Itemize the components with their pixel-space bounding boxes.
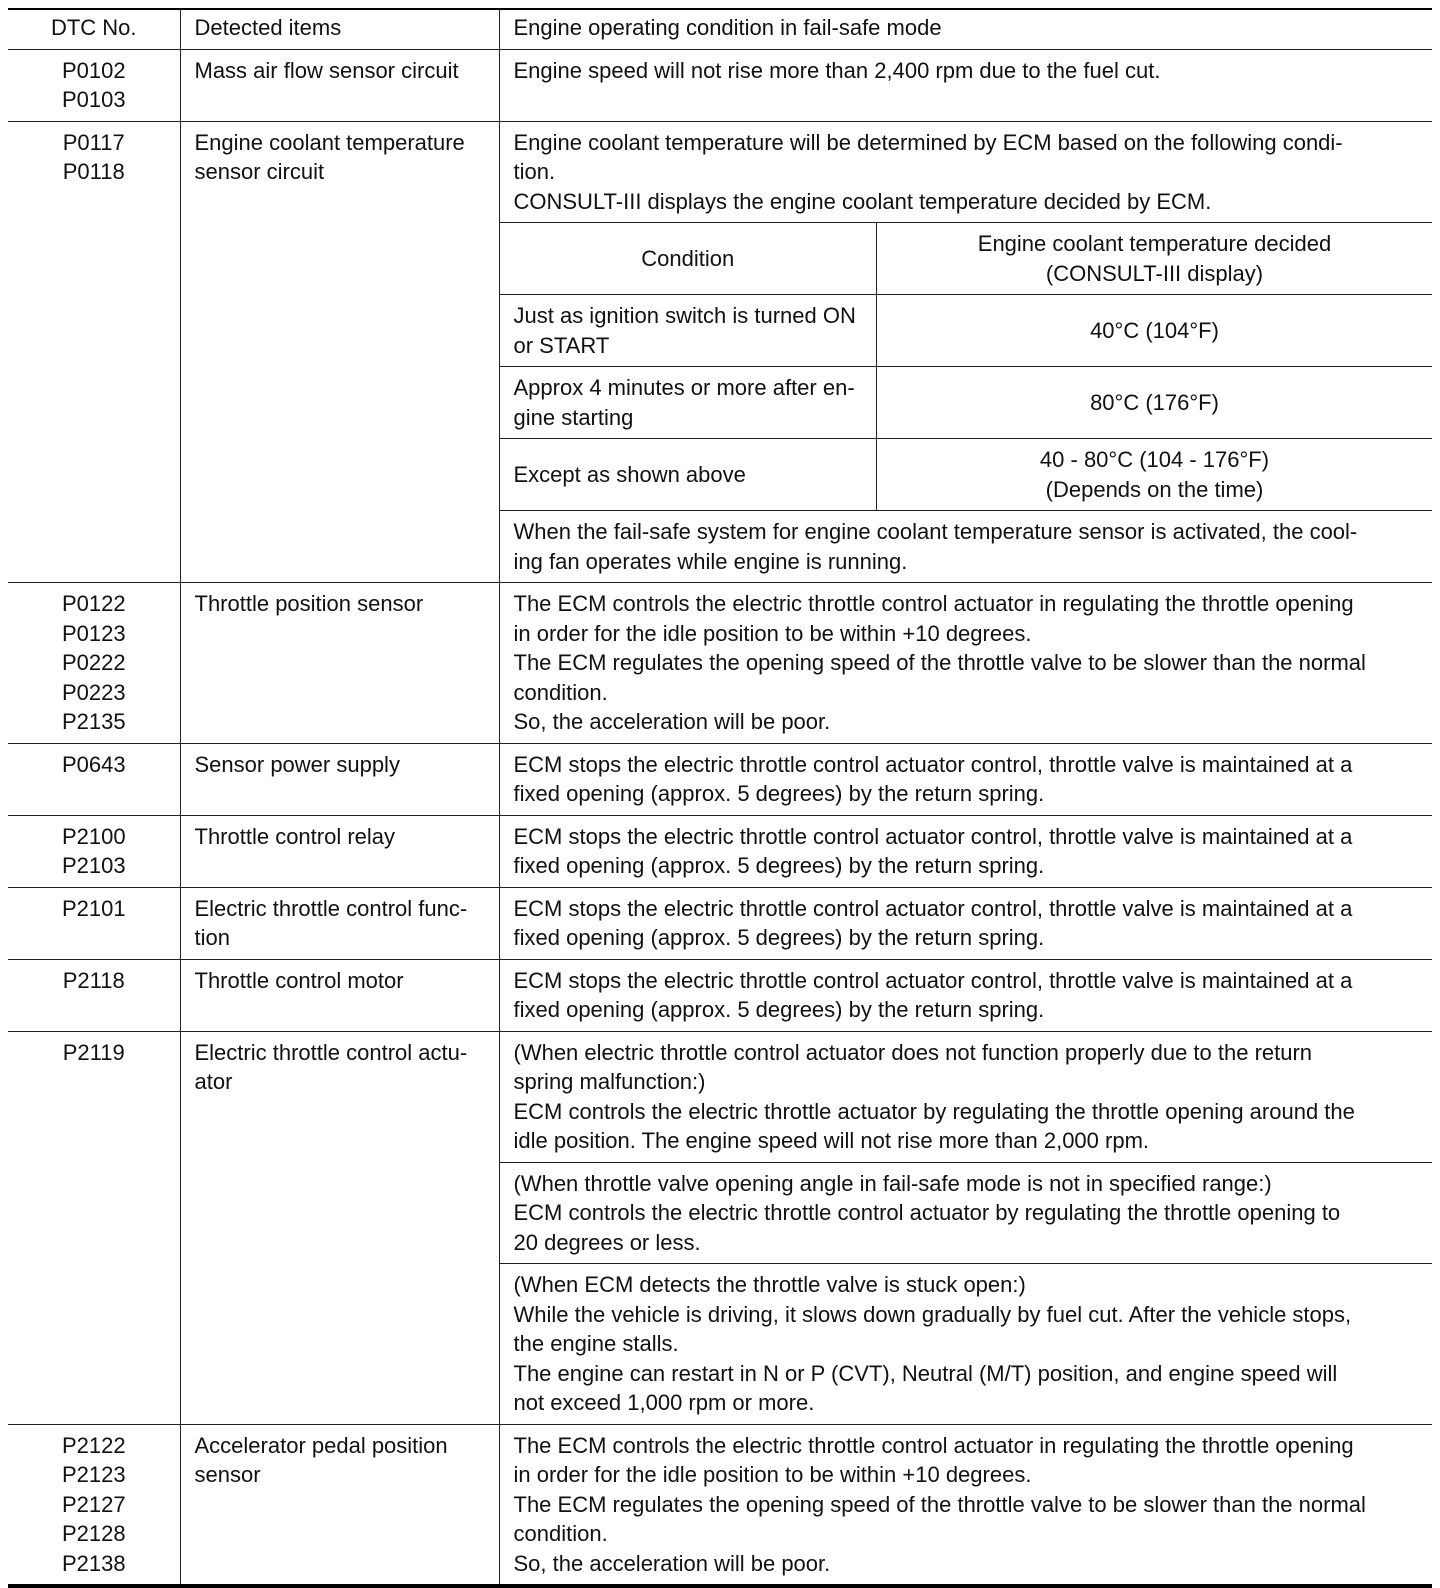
subtable-header-temperature — [877, 223, 1433, 295]
dtc-code: P2118 — [62, 967, 125, 993]
condition-text: CONSULT-III displays the engine coolant temperature decided by ECM. — [513, 188, 1212, 214]
condition-segment — [500, 960, 1433, 1031]
subtable-temperature-text: (Depends on the time) — [1045, 476, 1264, 502]
dtc-code: P2123 — [61, 1462, 126, 1487]
subtable-condition-cell — [500, 295, 877, 367]
condition-text: fixed opening (approx. 5 degrees) by the return spring. — [513, 997, 1045, 1022]
condition-text: ECM controls the electric throttle actuator by regulating the throttle opening around the — [513, 1098, 1355, 1124]
subtable-temperature-text: 40°C (104°F) — [1090, 317, 1219, 343]
dtc-code: P0103 — [61, 87, 126, 112]
dtc-code: P2135 — [61, 709, 126, 734]
dtc-code: P0222 — [61, 650, 126, 675]
condition-cell — [499, 887, 1432, 959]
condition-segment — [500, 816, 1433, 887]
table-row — [8, 1424, 1432, 1584]
dtc-cell — [8, 49, 180, 121]
dtc-cell — [8, 815, 180, 887]
table-row — [8, 1031, 1432, 1424]
subtable-row — [500, 367, 1433, 439]
coolant-temperature-subtable — [500, 222, 1433, 511]
condition-text: condition. — [513, 679, 608, 705]
dtc-code: P2101 — [61, 895, 126, 921]
subtable-condition-cell — [500, 439, 877, 511]
dtc-code: P2100 — [61, 823, 126, 849]
condition-cell — [499, 49, 1432, 121]
condition-text: So, the acceleration will be poor. — [513, 1550, 831, 1576]
detected-item-cell — [180, 583, 499, 744]
dtc-code: P0122 — [61, 591, 126, 616]
condition-text: ECM stops the electric throttle control actuator control, throttle valve is maintained at a — [513, 895, 1353, 921]
condition-text: spring malfunction:) — [513, 1069, 706, 1094]
condition-segment — [500, 1425, 1433, 1585]
condition-text: ing fan operates while engine is running. — [513, 548, 908, 574]
detected-item-cell — [180, 743, 499, 815]
condition-segment — [500, 1162, 1433, 1264]
condition-text: fixed opening (approx. 5 degrees) by the return spring. — [513, 925, 1045, 950]
dtc-cell — [8, 743, 180, 815]
condition-text: The engine can restart in N or P (CVT), Neutral (M/T) position, and engine speed will — [513, 1360, 1338, 1386]
condition-text: (When ECM detects the throttle valve is stuck open:) — [513, 1272, 1026, 1297]
condition-segment — [500, 583, 1433, 743]
condition-text: fixed opening (approx. 5 degrees) by the return spring. — [513, 853, 1045, 878]
condition-cell — [499, 1031, 1432, 1424]
table-row — [8, 959, 1432, 1031]
condition-text: in order for the idle position to be within +10 degrees. — [513, 620, 1032, 646]
table-row — [8, 583, 1432, 744]
condition-cell — [499, 743, 1432, 815]
condition-text: When the fail-safe system for engine coolant temperature sensor is activated, the cool- — [513, 519, 1358, 544]
condition-text: 20 degrees or less. — [513, 1229, 701, 1255]
detected-item-cell — [180, 887, 499, 959]
subtable-header-text: (CONSULT-III display) — [1045, 260, 1264, 286]
detected-item-text: Engine coolant temperature — [194, 129, 465, 155]
detected-item-text: Electric throttle control actu- — [194, 1039, 468, 1065]
condition-text: Engine speed will not rise more than 2,400 rpm due to the fuel cut. — [513, 57, 1161, 83]
condition-text: The ECM regulates the opening speed of the throttle valve to be slower than the normal — [513, 1491, 1366, 1517]
header-detected-items: Detected items — [180, 10, 499, 49]
dtc-cell — [8, 1424, 180, 1584]
condition-text: ECM stops the electric throttle control actuator control, throttle valve is maintained at a — [513, 823, 1353, 849]
dtc-cell — [8, 121, 180, 583]
header-fail-safe-condition: Engine operating condition in fail-safe mode — [499, 10, 1432, 49]
detected-item-text: Accelerator pedal position — [194, 1432, 448, 1458]
detected-item-text: Throttle control relay — [194, 823, 396, 849]
detected-item-cell — [180, 959, 499, 1031]
condition-intro — [500, 122, 1433, 223]
detected-item-text: ator — [194, 1069, 233, 1094]
table-body — [8, 49, 1432, 1584]
subtable-row — [500, 295, 1433, 367]
dtc-code: P0643 — [61, 751, 126, 777]
condition-text: not exceed 1,000 rpm or more. — [513, 1390, 815, 1415]
table-row — [8, 743, 1432, 815]
dtc-cell — [8, 583, 180, 744]
subtable-temperature-text: 80°C (176°F) — [1090, 389, 1219, 415]
condition-text: the engine stalls. — [513, 1331, 679, 1356]
detected-item-cell — [180, 815, 499, 887]
subtable-condition-text: or START — [513, 332, 610, 358]
detected-item-text: tion — [194, 925, 230, 950]
subtable-temperature-cell — [877, 295, 1433, 367]
dtc-code: P2127 — [61, 1491, 126, 1517]
dtc-code: P2103 — [61, 853, 126, 878]
subtable-header-text: Engine coolant temperature decided — [977, 231, 1332, 256]
detected-item-cell — [180, 121, 499, 583]
condition-cell — [499, 121, 1432, 583]
subtable-condition-text: Except as shown above — [513, 461, 746, 487]
subtable-row — [500, 439, 1433, 511]
condition-text: (When throttle valve opening angle in fail-safe mode is not in specified range:) — [513, 1170, 1272, 1196]
condition-segment — [500, 1263, 1433, 1424]
dtc-code: P0123 — [61, 620, 126, 646]
detected-item-cell — [180, 1424, 499, 1584]
table-row — [8, 815, 1432, 887]
table-row — [8, 887, 1432, 959]
subtable-condition-text: Approx 4 minutes or more after en- — [513, 375, 855, 400]
subtable-condition-text: gine starting — [513, 404, 634, 430]
dtc-code: P2119 — [62, 1039, 125, 1065]
table-row — [8, 49, 1432, 121]
dtc-code: P0118 — [62, 159, 125, 184]
subtable-header-condition: Condition — [500, 223, 877, 295]
condition-text: condition. — [513, 1521, 608, 1546]
condition-text: While the vehicle is driving, it slows down gradually by fuel cut. After the vehicle stops, — [513, 1301, 1352, 1327]
table-header-row — [8, 10, 1432, 49]
subtable-temperature-cell — [877, 367, 1433, 439]
detected-item-text: Throttle control motor — [194, 967, 404, 993]
condition-segment — [500, 888, 1433, 959]
condition-text: ECM controls the electric throttle control actuator by regulating the throttle opening to — [513, 1200, 1341, 1225]
condition-segment — [500, 744, 1433, 815]
condition-text: So, the acceleration will be poor. — [513, 709, 831, 734]
dtc-code: P2122 — [61, 1432, 126, 1458]
condition-segment — [500, 50, 1433, 92]
condition-outro — [500, 511, 1433, 582]
detected-item-cell — [180, 1031, 499, 1424]
condition-text: ECM stops the electric throttle control actuator control, throttle valve is maintained at a — [513, 967, 1353, 993]
dtc-code: P2128 — [61, 1521, 126, 1546]
detected-item-text: sensor — [194, 1462, 261, 1487]
condition-text: fixed opening (approx. 5 degrees) by the return spring. — [513, 781, 1045, 806]
condition-text: Engine coolant temperature will be determined by ECM based on the following condi- — [513, 129, 1343, 155]
dtc-code: P0117 — [62, 129, 125, 155]
condition-cell — [499, 815, 1432, 887]
condition-cell — [499, 583, 1432, 744]
table-row — [8, 121, 1432, 583]
condition-text: (When electric throttle control actuator does not function properly due to the return — [513, 1039, 1313, 1065]
subtable-temperature-text: 40 - 80°C (104 - 176°F) — [1039, 447, 1270, 472]
detected-item-text: Electric throttle control func- — [194, 895, 468, 921]
dtc-code: P0223 — [61, 679, 126, 705]
dtc-code: P2138 — [61, 1550, 126, 1576]
condition-cell — [499, 959, 1432, 1031]
condition-text: idle position. The engine speed will not rise more than 2,000 rpm. — [513, 1128, 1150, 1153]
fail-safe-table — [8, 10, 1432, 1584]
subtable-condition-cell — [500, 367, 877, 439]
condition-text: in order for the idle position to be within +10 degrees. — [513, 1462, 1032, 1487]
dtc-cell — [8, 1031, 180, 1424]
condition-text: The ECM controls the electric throttle control actuator in regulating the throttle opening — [513, 1432, 1354, 1458]
fail-safe-document — [8, 8, 1432, 1588]
dtc-cell — [8, 887, 180, 959]
condition-text: The ECM regulates the opening speed of the throttle valve to be slower than the normal — [513, 650, 1366, 675]
condition-text: tion. — [513, 159, 556, 184]
detected-item-text: sensor circuit — [194, 159, 325, 184]
condition-segment — [500, 1032, 1433, 1162]
subtable-condition-text: Just as ignition switch is turned ON — [513, 303, 856, 328]
detected-item-cell — [180, 49, 499, 121]
condition-cell — [499, 1424, 1432, 1584]
subtable-header-row — [500, 223, 1433, 295]
condition-text: ECM stops the electric throttle control actuator control, throttle valve is maintained at a — [513, 751, 1353, 777]
detected-item-text: Mass air flow sensor circuit — [194, 57, 459, 83]
detected-item-text: Throttle position sensor — [194, 591, 424, 616]
detected-item-text: Sensor power supply — [194, 751, 400, 777]
subtable-temperature-cell — [877, 439, 1433, 511]
header-dtc-no: DTC No. — [8, 10, 180, 49]
dtc-cell — [8, 959, 180, 1031]
condition-text: The ECM controls the electric throttle control actuator in regulating the throttle opening — [513, 591, 1354, 616]
dtc-code: P0102 — [61, 57, 126, 83]
